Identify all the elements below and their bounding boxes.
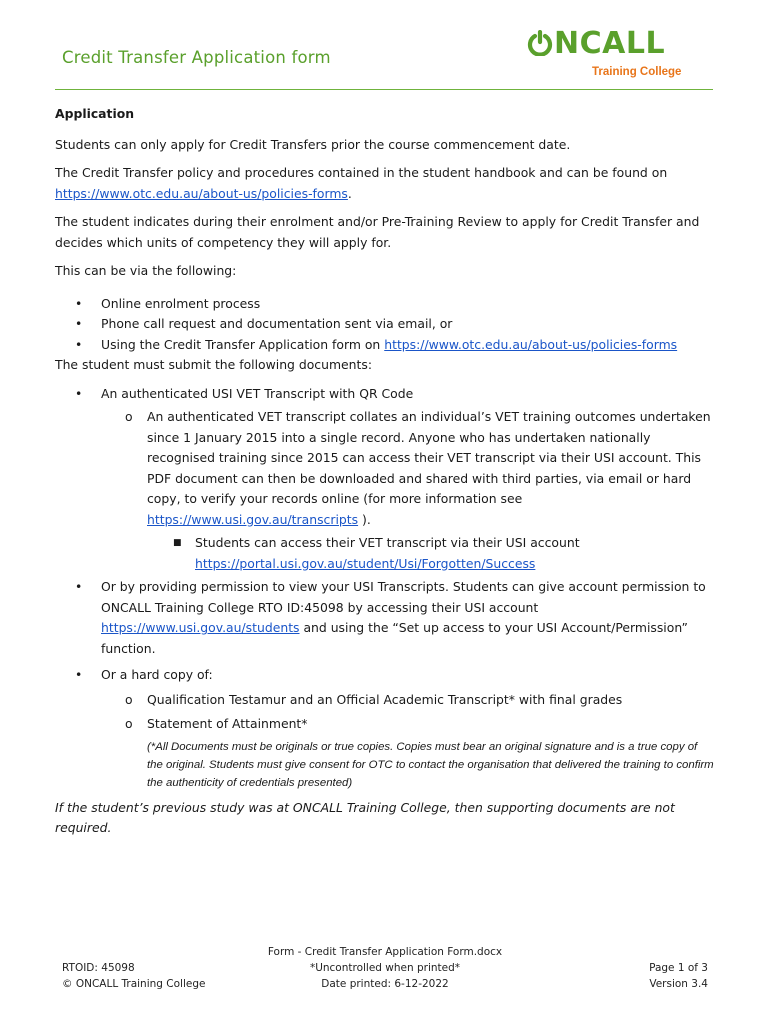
bullet-icon: • — [75, 667, 83, 682]
list-item — [55, 314, 715, 335]
list-item — [55, 690, 715, 711]
footer-date-printed: Date printed: 6-12-2022 — [321, 978, 449, 990]
footer-copyright: © ONCALL Training College — [62, 978, 206, 990]
bullet-icon: • — [75, 385, 83, 401]
footer-doc-name: Form - Credit Transfer Application Form.docx — [267, 946, 503, 958]
footer-right — [649, 960, 708, 992]
page-footer — [0, 944, 770, 1004]
documents-note: (*All Documents must be originals or true copies. Copies must bear an original signature and is a true copy of the original. Students must give consent for OTC to contact the organisation that delivered the training to confirm the authenticity of credentials presented) — [147, 740, 714, 789]
transcript-description-end: ). — [358, 511, 371, 527]
list-item — [55, 407, 715, 574]
list-item-text: An authenticated USI VET Transcript with QR Code — [101, 385, 414, 401]
bullet-icon: • — [75, 295, 83, 311]
policy-end: . — [347, 185, 352, 201]
footer-left — [62, 960, 205, 992]
circle-bullet-icon: o — [125, 409, 133, 424]
list-item — [55, 714, 715, 735]
usi-portal-link[interactable]: https://portal.usi.gov.au/student/Usi/Forgotten/Success — [195, 555, 536, 571]
list-item — [55, 533, 715, 574]
power-icon — [527, 29, 553, 55]
list-item — [55, 577, 715, 659]
bullet-icon: • — [75, 579, 83, 594]
square-bullet-icon: ■ — [173, 538, 182, 548]
logo-word-rest: NCALL — [554, 26, 666, 61]
transcript-sublist — [101, 407, 715, 574]
form-title: Credit Transfer Application form — [62, 48, 331, 67]
documents-list — [55, 384, 715, 735]
footer-uncontrolled: *Uncontrolled when printed* — [309, 962, 461, 974]
closing-statement: If the student’s previous study was at ONCALL Training College, then supporting documents are not required. — [55, 799, 675, 835]
footer-page-number: Page 1 of 3 — [649, 962, 708, 974]
paragraph-eligibility: Students can only apply for Credit Transfers prior the course commencement date. — [55, 136, 571, 152]
footer-center — [230, 944, 540, 992]
hard-copy-sublist — [101, 690, 715, 735]
list-item-text: Or by providing permission to view your USI Transcripts. Students can give account permission to ONCALL Training College RTO ID:45098 by accessing their USI account — [101, 579, 706, 615]
policy-link[interactable]: https://www.otc.edu.au/about-us/policies-forms — [55, 185, 348, 201]
oncall-logo — [527, 26, 697, 82]
list-item — [55, 665, 715, 735]
bullet-icon: • — [75, 316, 83, 331]
list-item — [55, 384, 715, 575]
list-item-text: Or a hard copy of: — [101, 667, 213, 682]
transcript-subsublist — [147, 533, 715, 574]
list-item-text: Students can access their VET transcript via their USI account — [195, 535, 580, 550]
circle-bullet-icon: o — [125, 716, 133, 731]
section-heading: Application — [55, 106, 135, 121]
footer-rtoid: RTOID: 45098 — [62, 962, 135, 974]
list-item-text: Using the Credit Transfer Application form on — [101, 336, 385, 352]
transcript-description: An authenticated VET transcript collates an individual’s VET training outcomes undertaken since 1 January 2015 into a single record. Anyone who has undertaken nationally recognised training since 2015 can access their VET transcript via their USI account. This PDF document can then be downloaded and shared with third parties, via email or hard copy, to verify your records online (for more information see — [147, 409, 711, 506]
paragraph-indication: The student indicates during their enrolment and/or Pre-Training Review to apply for Credit Transfer and decides which units of competency they will apply for. — [55, 214, 700, 250]
page-header — [0, 0, 770, 100]
application-form-link[interactable]: https://www.otc.edu.au/about-us/policies-forms — [384, 336, 678, 352]
via-list — [55, 294, 715, 356]
list-item — [55, 335, 715, 356]
logo-subtitle: Training College — [592, 66, 682, 78]
usi-students-link[interactable]: https://www.usi.gov.au/students — [101, 620, 300, 635]
usi-transcripts-link[interactable]: https://www.usi.gov.au/transcripts — [147, 511, 359, 527]
list-item-text: Statement of Attainment* — [147, 716, 308, 731]
logo-wordmark — [527, 26, 665, 62]
paragraph-via: This can be via the following: — [55, 263, 237, 278]
list-item-text: Phone call request and documentation sent via email, or — [101, 316, 453, 331]
circle-bullet-icon: o — [125, 691, 133, 707]
list-item-text: Qualification Testamur and an Official Academic Transcript* with final grades — [147, 691, 623, 707]
paragraph-policy — [55, 163, 715, 204]
header-divider — [55, 89, 713, 90]
policy-text: The Credit Transfer policy and procedures contained in the student handbook and can be found on — [55, 165, 668, 180]
document-body — [55, 104, 715, 839]
list-item-text-end: and using the “Set up access to your USI Account/Permission” function. — [101, 620, 688, 656]
bullet-icon: • — [75, 336, 83, 352]
list-item-text: Online enrolment process — [101, 295, 261, 311]
list-item — [55, 294, 715, 315]
paragraph-documents: The student must submit the following documents: — [55, 357, 373, 372]
footer-version: Version 3.4 — [649, 978, 708, 990]
